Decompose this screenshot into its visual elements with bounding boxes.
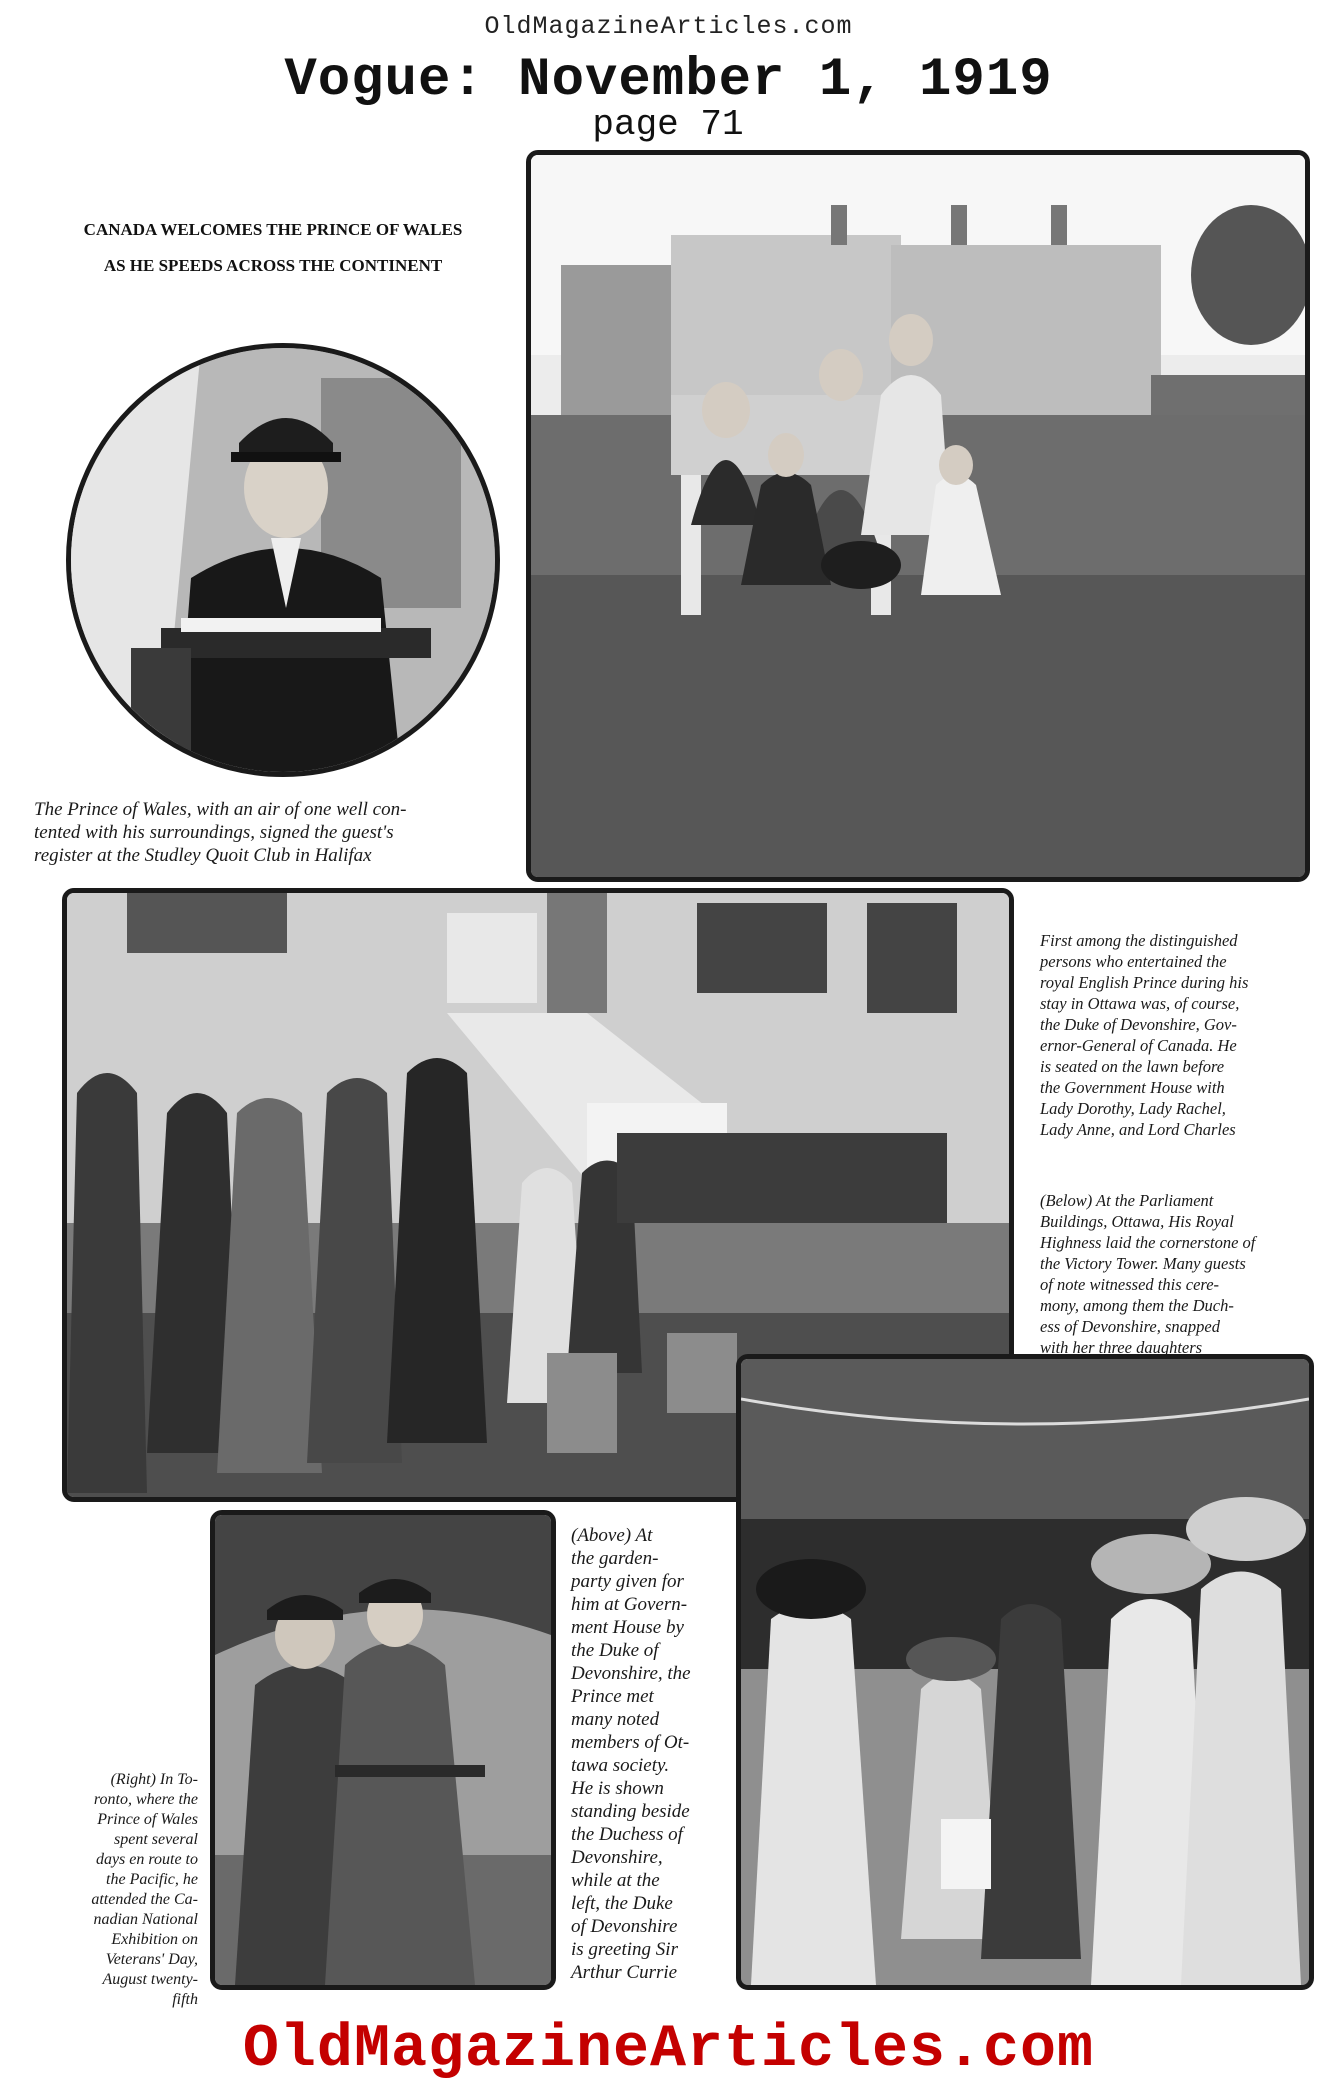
caption-parliament-ceremony: (Below) At the Parliament Buildings, Ottawa, His Royal Highness laid the cornerstone of the Victory Tower. Many guests of note witnessed this cere- mony, among them the Duch- ess of Devonshire, snapped with her three daughters: [1040, 1191, 1256, 1357]
headline-line-1: CANADA WELCOMES THE PRINCE OF WALES: [83, 220, 463, 239]
photo-toronto-exhibition: [210, 1510, 556, 1990]
photo-devonshire-family: [526, 150, 1310, 882]
page-number: page 71: [592, 104, 744, 145]
caption-devonshire-family: First among the distinguished persons who entertained the royal English Prince during his stay in Ottawa was, of course, the Duke of Devonshire, Gov- ernor-General of Canada. He is seated on the lawn before the Government House with Lady Dorothy, Lady Rachel, Lady Anne, and Lord Charles: [1040, 931, 1249, 1139]
photo-parliament-ceremony: [736, 1354, 1314, 1990]
article-headline: [38, 212, 508, 284]
headline-line-2: AS HE SPEEDS ACROSS THE CONTINENT: [103, 256, 443, 275]
caption-toronto-exhibition: (Right) In To- ronto, where the Prince of Wales spent several days en route to the Pacific, he attended the Ca- nadian National Exhibition on Veterans' Day, August twenty- fifth: [91, 1771, 198, 2008]
photo-devonshire-family-art: [531, 155, 1305, 877]
publication-title: Vogue: November 1, 1919: [284, 50, 1053, 111]
site-watermark-top: OldMagazineArticles.com: [484, 12, 853, 41]
photo-prince-signing-register: [66, 343, 500, 777]
caption-garden-party: (Above) At the garden- party given for him at Govern- ment House by the Duke of Devonshire, the Prince met many noted members of Ot- tawa society. He is shown standing beside the Duchess of Devonshire, while at the left, the Duke of Devonshire is greeting Sir Arthur Currie: [571, 1525, 691, 1983]
photo-parliament-ceremony-art: [741, 1359, 1309, 1985]
site-watermark-bottom: OldMagazineArticles.com: [242, 2016, 1095, 2084]
photo-toronto-exhibition-art: [215, 1515, 551, 1985]
photo-prince-signing-register-art: [71, 348, 495, 772]
caption-prince-register: The Prince of Wales, with an air of one well con- tented with his surroundings, signed the guest's register at the Studley Quoit Club in Halifax: [34, 799, 407, 866]
